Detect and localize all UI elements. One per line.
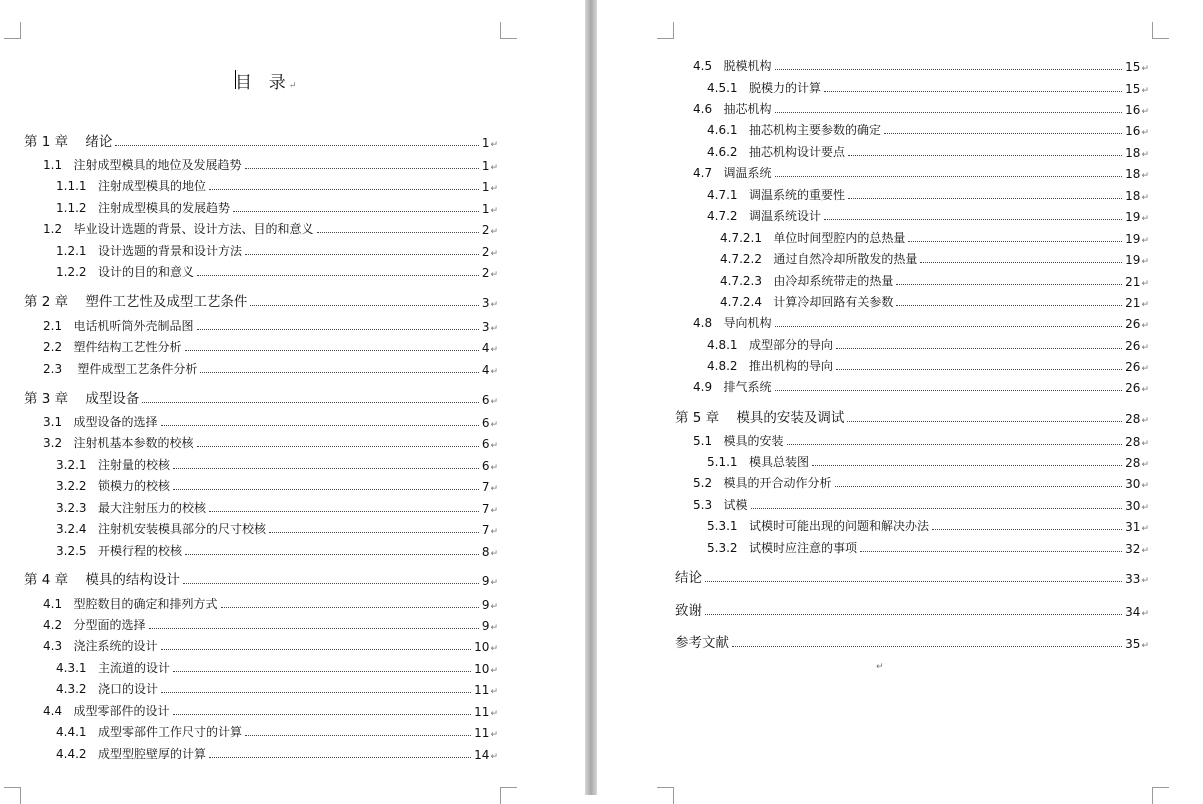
paragraph-mark-icon: ↵	[490, 140, 498, 150]
page-gutter	[585, 0, 597, 795]
toc-entry-text: 4.7.2 调温系统设计	[707, 209, 821, 223]
crop-mark	[657, 787, 674, 804]
toc-entry-text: 5.1 模具的安装	[693, 434, 784, 448]
toc-entry[interactable]	[707, 335, 1149, 353]
toc-page-number: 33	[1125, 572, 1141, 586]
toc-entry[interactable]	[675, 599, 1149, 619]
toc-entry-text: 5.3.1 试模时可能出现的问题和解决办法	[707, 519, 929, 533]
toc-entry[interactable]	[720, 249, 1149, 267]
toc-entry-text: 1.2 毕业设计选题的背景、设计方法、目的和意义	[43, 222, 314, 236]
toc-entry[interactable]	[56, 744, 498, 762]
toc-leader-dots	[775, 69, 1123, 70]
paragraph-mark-icon: ↵	[1141, 481, 1149, 491]
paragraph-mark-icon: ↵	[490, 623, 498, 633]
toc-entry-text: 4.7.2.2 通过自然冷却所散发的热量	[720, 252, 918, 266]
crop-mark	[4, 787, 21, 804]
toc-page-number: 7	[481, 502, 490, 516]
toc-page-number: 6	[481, 459, 490, 473]
toc-leader-dots	[209, 511, 479, 512]
toc-leader-dots	[836, 348, 1122, 349]
toc-leader-dots	[197, 329, 479, 330]
toc-entry[interactable]	[56, 679, 498, 697]
paragraph-mark-icon: ↵	[490, 506, 498, 516]
toc-entry-text: 第 2 章 塑件工艺性及成型工艺条件	[24, 294, 248, 310]
toc-entry[interactable]	[720, 228, 1149, 246]
toc-leader-dots	[848, 198, 1122, 199]
toc-entry[interactable]	[43, 433, 498, 451]
toc-leader-dots	[161, 692, 471, 693]
toc-leader-dots	[847, 421, 1122, 422]
toc-page-number: 6	[481, 393, 490, 407]
document-page-left	[0, 0, 585, 795]
toc-entry-text: 3.2.4 注射机安装模具部分的尺寸校核	[56, 522, 266, 536]
toc-entry-text: 第 1 章 绪论	[24, 134, 113, 150]
paragraph-mark-icon: ↵	[1141, 416, 1149, 426]
paragraph-mark-icon: ↵	[490, 602, 498, 612]
toc-page-number: 28	[1125, 456, 1141, 470]
toc-entry-text: 4.7.2.1 单位时间型腔内的总热量	[720, 231, 906, 245]
paragraph-mark-icon: ↵	[1141, 343, 1149, 353]
toc-entry[interactable]	[707, 538, 1149, 556]
toc-page-number: 26	[1125, 339, 1141, 353]
paragraph-mark-icon: ↵	[1141, 279, 1149, 289]
toc-page-number: 35	[1125, 637, 1141, 651]
toc-entry-text: 4.2 分型面的选择	[43, 618, 146, 632]
toc-leader-dots	[908, 241, 1122, 242]
toc-leader-dots	[209, 189, 479, 190]
toc-entry-text: 4.7.2.3 由冷却系统带走的热量	[720, 274, 894, 288]
toc-page-number: 18	[1125, 189, 1141, 203]
toc-entry-text: 4.8 导向机构	[693, 316, 772, 330]
toc-page-number: 9	[481, 598, 490, 612]
toc-leader-dots	[705, 581, 1122, 582]
toc-entry-text: 4.4 成型零部件的设计	[43, 704, 170, 718]
paragraph-mark-icon: ↵	[490, 752, 498, 762]
paragraph-mark-icon: ↵	[1141, 546, 1149, 556]
paragraph-mark-icon: ↵	[490, 397, 498, 407]
toc-leader-dots	[245, 168, 479, 169]
toc-entry-text: 5.3.2 试模时应注意的事项	[707, 541, 857, 555]
paragraph-mark-icon: ↵	[1141, 86, 1149, 96]
paragraph-mark-icon: ↵	[490, 270, 498, 280]
toc-entry-text: 第 3 章 成型设备	[24, 391, 140, 407]
toc-entry-text: 5.1.1 模具总装图	[707, 455, 809, 469]
toc-entry-text: 参考文献	[675, 635, 729, 651]
toc-leader-dots	[775, 390, 1123, 391]
toc-entry-text: 第 5 章 模具的安装及调试	[675, 410, 845, 426]
paragraph-mark-icon: ↵	[1141, 524, 1149, 534]
toc-entry-text: 第 4 章 模具的结构设计	[24, 572, 180, 588]
paragraph-mark-icon: ↵	[1141, 460, 1149, 470]
paragraph-mark-icon: ↵	[490, 441, 498, 451]
toc-page-number: 15	[1125, 60, 1141, 74]
toc-page-number: 26	[1125, 317, 1141, 331]
toc-page-number: 34	[1125, 605, 1141, 619]
toc-entry-text: 4.6.2 抽芯机构设计要点	[707, 145, 845, 159]
paragraph-mark-icon: ↵	[1141, 236, 1149, 246]
toc-entry-text: 4.3.1 主流道的设计	[56, 661, 170, 675]
paragraph-mark-icon: ↵	[1141, 300, 1149, 310]
toc-page-number: 21	[1125, 296, 1141, 310]
toc-entry[interactable]	[43, 359, 498, 377]
toc-entry-text: 4.7.1 调温系统的重要性	[707, 188, 845, 202]
toc-entry[interactable]	[707, 78, 1149, 96]
toc-leader-dots	[775, 326, 1123, 327]
toc-entry-text: 3.2.1 注射量的校核	[56, 458, 170, 472]
toc-leader-dots	[317, 232, 479, 233]
toc-entry-text: 1.2.1 设计选题的背景和设计方法	[56, 244, 242, 258]
toc-entry[interactable]	[56, 262, 498, 280]
toc-entry-text: 4.7 调温系统	[693, 166, 772, 180]
toc-entry[interactable]	[707, 142, 1149, 160]
paragraph-mark-icon: ↵	[1141, 128, 1149, 138]
paragraph-mark-icon: ↵	[1141, 193, 1149, 203]
toc-page-number: 2	[481, 223, 490, 237]
toc-entry-text: 4.5 脱模机构	[693, 59, 772, 73]
toc-entry-text: 结论	[675, 570, 702, 586]
toc-leader-dots	[705, 614, 1122, 615]
toc-entry-text: 3.2.3 最大注射压力的校核	[56, 501, 206, 515]
paragraph-mark-icon: ↵	[490, 227, 498, 237]
toc-entry-text: 4.6 抽芯机构	[693, 102, 772, 116]
toc-leader-dots	[250, 305, 478, 306]
paragraph-mark-icon: ↵	[490, 549, 498, 559]
toc-page-number: 19	[1125, 232, 1141, 246]
toc-entry[interactable]	[56, 241, 498, 259]
toc-entry-text: 4.7.2.4 计算冷却回路有关参数	[720, 295, 894, 309]
toc-entry-text: 2.1 电话机听筒外壳制品图	[43, 319, 194, 333]
paragraph-mark-icon: ↵	[1141, 439, 1149, 449]
toc-entry[interactable]	[56, 476, 498, 494]
paragraph-mark-icon: ↵	[1141, 385, 1149, 395]
toc-entry-text: 3.2 注射机基本参数的校核	[43, 436, 194, 450]
toc-entry[interactable]	[720, 292, 1149, 310]
toc-page-number: 31	[1125, 520, 1141, 534]
toc-leader-dots	[233, 211, 479, 212]
toc-leader-dots	[835, 486, 1123, 487]
toc-page-number: 21	[1125, 275, 1141, 289]
paragraph-mark-icon: ↵	[1141, 364, 1149, 374]
document-page-right	[597, 0, 1203, 795]
toc-leader-dots	[173, 468, 479, 469]
paragraph-mark-icon: ↵	[876, 662, 884, 672]
toc-leader-dots	[732, 646, 1122, 647]
paragraph-mark-icon: ↵	[1141, 257, 1149, 267]
toc-page-number: 19	[1125, 210, 1141, 224]
toc-page-number: 26	[1125, 381, 1141, 395]
toc-page-number: 28	[1125, 412, 1141, 426]
toc-entry[interactable]	[24, 130, 498, 150]
toc-entry[interactable]	[56, 722, 498, 740]
toc-leader-dots	[245, 254, 479, 255]
crop-mark	[1152, 787, 1169, 804]
toc-page-number: 18	[1125, 167, 1141, 181]
toc-leader-dots	[221, 607, 479, 608]
toc-entry[interactable]	[693, 431, 1149, 449]
toc-page-number: 1	[481, 202, 490, 216]
toc-leader-dots	[209, 757, 471, 758]
paragraph-mark-icon: ↵	[490, 345, 498, 355]
toc-page-number: 11	[474, 705, 490, 719]
toc-entry-text: 3.2.5 开模行程的校核	[56, 544, 182, 558]
toc-leader-dots	[836, 369, 1122, 370]
toc-page-number: 26	[1125, 360, 1141, 374]
crop-mark	[500, 22, 517, 39]
toc-entry-text: 2.2 塑件结构工艺性分析	[43, 340, 182, 354]
paragraph-mark-icon: ↵	[490, 687, 498, 697]
toc-page-number: 1	[481, 159, 490, 173]
toc-entry[interactable]	[693, 163, 1149, 181]
toc-page-number: 19	[1125, 253, 1141, 267]
toc-page-number: 16	[1125, 124, 1141, 138]
toc-entry-text: 5.3 试模	[693, 498, 748, 512]
toc-entry[interactable]	[43, 412, 498, 430]
paragraph-mark-icon: ↵	[1141, 214, 1149, 224]
toc-page-number: 7	[481, 480, 490, 494]
paragraph-mark-icon: ↵	[1141, 641, 1149, 651]
toc-entry[interactable]	[693, 377, 1149, 395]
toc-entry-text: 4.8.2 推出机构的导向	[707, 359, 833, 373]
toc-leader-dots	[884, 133, 1122, 134]
toc-entry[interactable]	[24, 290, 498, 310]
toc-entry-text: 5.2 模具的开合动作分析	[693, 476, 832, 490]
paragraph-mark-icon: ↵	[1141, 107, 1149, 117]
toc-entry[interactable]	[56, 176, 498, 194]
toc-entry[interactable]	[693, 495, 1149, 513]
toc-entry-text: 4.8.1 成型部分的导向	[707, 338, 833, 352]
paragraph-mark-icon: ↵	[490, 666, 498, 676]
toc-entry[interactable]	[24, 568, 498, 588]
paragraph-mark-icon: ↵	[490, 527, 498, 537]
toc-entry[interactable]	[675, 406, 1149, 426]
toc-entry[interactable]	[43, 594, 498, 612]
paragraph-mark-icon: ↵	[1141, 576, 1149, 586]
toc-page-number: 1	[481, 180, 490, 194]
toc-page-number: 30	[1125, 499, 1141, 513]
toc-entry-text: 4.3 浇注系统的设计	[43, 639, 158, 653]
paragraph-mark-icon: ↵	[490, 709, 498, 719]
toc-leader-dots	[775, 112, 1123, 113]
toc-leader-dots	[896, 305, 1122, 306]
toc-page-number: 6	[481, 416, 490, 430]
toc-page-number: 6	[481, 437, 490, 451]
toc-entry-text: 4.4.2 成型型腔壁厚的计算	[56, 747, 206, 761]
paragraph-mark-icon: ↵	[490, 578, 498, 588]
toc-page-number: 11	[474, 726, 490, 740]
paragraph-mark-icon: ↵	[490, 644, 498, 654]
toc-leader-dots	[824, 219, 1122, 220]
toc-entry[interactable]	[675, 566, 1149, 586]
toc-leader-dots	[848, 155, 1122, 156]
toc-entry[interactable]	[707, 185, 1149, 203]
paragraph-mark-icon: ↵	[490, 249, 498, 259]
paragraph-mark-icon: ↵	[490, 484, 498, 494]
toc-entry[interactable]	[707, 120, 1149, 138]
toc-page-number: 4	[481, 341, 490, 355]
toc-entry[interactable]	[43, 316, 498, 334]
toc-leader-dots	[197, 275, 479, 276]
toc-entry[interactable]	[56, 498, 498, 516]
toc-entry[interactable]	[693, 99, 1149, 117]
toc-leader-dots	[775, 176, 1123, 177]
paragraph-mark-icon: ↵	[490, 463, 498, 473]
toc-entry[interactable]	[693, 473, 1149, 491]
toc-entry-text: 2.3 塑件成型工艺条件分析	[43, 362, 198, 376]
toc-page-number: 16	[1125, 103, 1141, 117]
toc-entry-text: 4.5.1 脱模力的计算	[707, 81, 821, 95]
toc-entry-text: 4.4.1 成型零部件工作尺寸的计算	[56, 725, 242, 739]
toc-page-number: 32	[1125, 542, 1141, 556]
paragraph-mark-icon: ↵	[490, 206, 498, 216]
paragraph-mark-icon: ↵	[1141, 64, 1149, 74]
paragraph-mark-icon: ↵	[490, 184, 498, 194]
toc-leader-dots	[245, 735, 471, 736]
toc-leader-dots	[173, 489, 479, 490]
paragraph-mark-icon: ↵	[490, 420, 498, 430]
toc-entry-text: 1.1.2 注射成型模具的发展趋势	[56, 201, 230, 215]
toc-leader-dots	[200, 372, 478, 373]
toc-entry-text: 3.1 成型设备的选择	[43, 415, 158, 429]
toc-leader-dots	[932, 529, 1122, 530]
toc-entry[interactable]	[693, 313, 1149, 331]
paragraph-mark-icon: ↵	[288, 81, 299, 91]
toc-title-text: 目 录	[235, 73, 288, 93]
paragraph-mark-icon: ↵	[1141, 609, 1149, 619]
toc-leader-dots	[824, 91, 1122, 92]
toc-entry-text: 4.1 型腔数目的确定和排列方式	[43, 597, 218, 611]
toc-entry-text: 4.6.1 抽芯机构主要参数的确定	[707, 123, 881, 137]
toc-entry-text: 1.2.2 设计的目的和意义	[56, 265, 194, 279]
toc-entry[interactable]	[707, 516, 1149, 534]
toc-entry[interactable]	[675, 631, 1149, 651]
toc-leader-dots	[185, 554, 479, 555]
paragraph-mark-icon: ↵	[1141, 150, 1149, 160]
toc-page-number: 7	[481, 523, 490, 537]
toc-leader-dots	[142, 402, 478, 403]
toc-entry[interactable]	[720, 271, 1149, 289]
toc-page-number: 8	[481, 545, 490, 559]
toc-entry[interactable]	[56, 455, 498, 473]
toc-page-number: 14	[474, 748, 490, 762]
toc-page-number: 30	[1125, 477, 1141, 491]
toc-entry-text: 3.2.2 锁模力的校核	[56, 479, 170, 493]
crop-mark	[4, 22, 21, 39]
toc-entry[interactable]	[693, 56, 1149, 74]
toc-entry-text: 致谢	[675, 603, 702, 619]
toc-page-number: 2	[481, 245, 490, 259]
toc-leader-dots	[269, 532, 479, 533]
toc-entry[interactable]	[707, 206, 1149, 224]
toc-page-number: 9	[481, 619, 490, 633]
toc-entry-text: 4.9 排气系统	[693, 380, 772, 394]
toc-leader-dots	[115, 145, 478, 146]
toc-page-number: 3	[481, 320, 490, 334]
toc-leader-dots	[920, 262, 1122, 263]
crop-mark	[657, 22, 674, 39]
toc-leader-dots	[860, 551, 1122, 552]
toc-entry-text: 1.1.1 注射成型模具的地位	[56, 179, 206, 193]
toc-entry[interactable]	[707, 452, 1149, 470]
paragraph-mark-icon: ↵	[490, 163, 498, 173]
toc-entry[interactable]	[43, 701, 498, 719]
toc-page-number: 4	[481, 363, 490, 377]
toc-entry-text: 4.3.2 浇口的设计	[56, 682, 158, 696]
toc-leader-dots	[173, 671, 471, 672]
toc-entry[interactable]	[56, 198, 498, 216]
toc-entry[interactable]	[56, 519, 498, 537]
paragraph-mark-icon: ↵	[1141, 171, 1149, 181]
toc-leader-dots	[787, 444, 1123, 445]
toc-entry[interactable]	[43, 155, 498, 173]
paragraph-mark-icon: ↵	[490, 367, 498, 377]
crop-mark	[500, 787, 517, 804]
toc-page-number: 11	[474, 683, 490, 697]
toc-leader-dots	[185, 350, 479, 351]
toc-title[interactable]	[235, 68, 298, 93]
toc-page-number: 28	[1125, 435, 1141, 449]
paragraph-mark-icon: ↵	[1141, 503, 1149, 513]
toc-entry[interactable]	[56, 658, 498, 676]
toc-leader-dots	[161, 649, 472, 650]
toc-page-number: 10	[474, 662, 490, 676]
toc-entry[interactable]	[43, 337, 498, 355]
paragraph-mark-icon: ↵	[490, 324, 498, 334]
toc-entry[interactable]	[707, 356, 1149, 374]
paragraph-mark-icon: ↵	[490, 300, 498, 310]
paragraph-mark-icon: ↵	[1141, 321, 1149, 331]
toc-entry[interactable]	[56, 541, 498, 559]
crop-mark	[1152, 22, 1169, 39]
toc-page-number: 2	[481, 266, 490, 280]
toc-page-number: 3	[481, 296, 490, 310]
paragraph-mark-icon: ↵	[490, 730, 498, 740]
toc-entry[interactable]	[43, 219, 498, 237]
toc-page-number: 15	[1125, 82, 1141, 96]
toc-page-number: 9	[481, 574, 490, 588]
toc-page-number: 18	[1125, 146, 1141, 160]
toc-leader-dots	[751, 508, 1123, 509]
toc-leader-dots	[173, 714, 472, 715]
toc-leader-dots	[896, 284, 1122, 285]
toc-leader-dots	[183, 583, 479, 584]
toc-entry[interactable]	[24, 387, 498, 407]
toc-page-number: 1	[481, 136, 490, 150]
toc-page-number: 10	[474, 640, 490, 654]
toc-leader-dots	[149, 628, 479, 629]
toc-leader-dots	[812, 465, 1122, 466]
toc-leader-dots	[197, 446, 479, 447]
toc-entry-text: 1.1 注射成型模具的地位及发展趋势	[43, 158, 242, 172]
toc-leader-dots	[161, 425, 479, 426]
toc-entry[interactable]	[43, 636, 498, 654]
toc-entry[interactable]	[43, 615, 498, 633]
